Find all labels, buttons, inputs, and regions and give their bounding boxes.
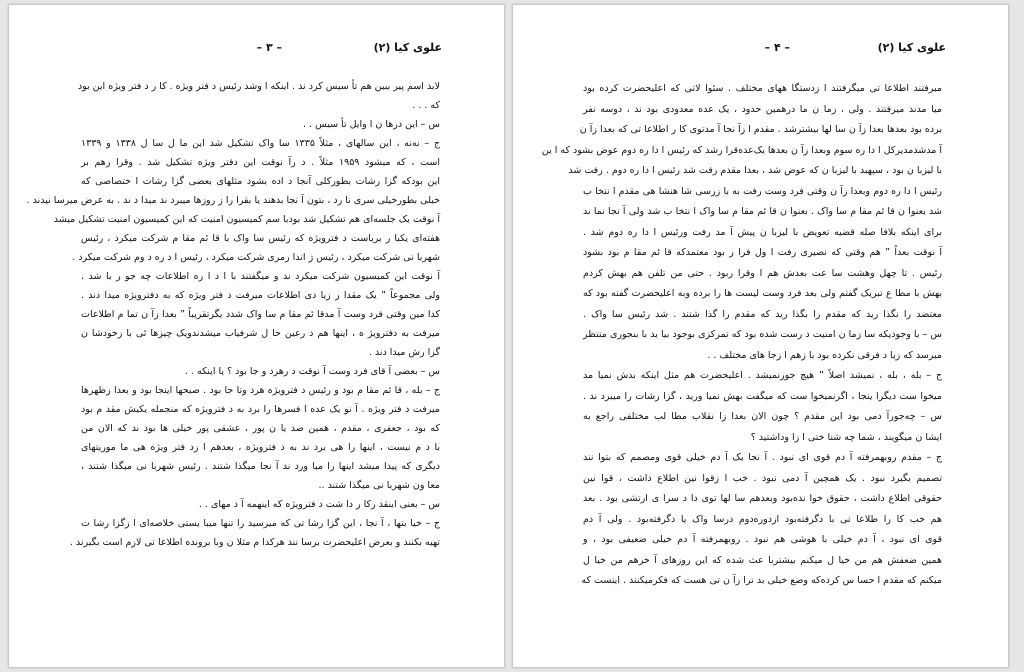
page-header	[513, 41, 1008, 57]
text-line: س – با وجودیکه سا زما ن امنیت د رست شده بود که تمرکزی بوجود بیا ید با بنجوری منتظر	[583, 329, 942, 340]
text-line: همین ضعفش هم من خیا ل میکنم بیشتربا عث شده که این روزهای آ خرهم من خیا ل	[583, 554, 942, 566]
page-body-text	[26, 77, 440, 552]
text-line: رئیس ا دا ره دوم وبعدا زآ ن وقتی فرد وست رفت به با زرسی شا هنشا هی مقدم ا نتخا ب	[583, 185, 942, 197]
text-line: شهربا نی شرکت میکرد ، رئیس ژ اندا رمری شرکت میکرد ، رئیس ا د ره د وم شرکت میکرد .	[72, 252, 440, 263]
text-line: است ، که میشود ۱۹۵۹ مثلاً . د رآ نوقت این دفتر ویژه تشکیل شد . وقرا رهم بر	[81, 157, 440, 168]
text-line: هم خب کا را طلاعا تی با دگرفته‌بود ازدوره‌دوم درسا واک یا دگرفته‌بود . ولی آ دم	[583, 513, 942, 525]
text-line: رئیس . تا چهل وهشت سا عت بعدش هم ا وقرا ربود . حتی من تلفن هم بهش کردم	[583, 267, 942, 279]
text-line: میا مدند میرفتند . ولی ، زما ن ما درهمین حدود ، یک عده معدودی بود ند ، دوسه نفر	[583, 103, 942, 115]
page-header-title: علوی کیا (۲)	[373, 41, 442, 54]
text-line: ج – بله ، بله ، نمیشد اصلاً ” هیچ جورنمیشد . اعلیحضرت هم مثل اینکه بدش نمیا مد	[583, 370, 942, 381]
text-line: بهش با مطا ع تبریک گفتم ولی بعد فرد وست لیست ها را برده وبه اعلیحضرت گفته بود که	[583, 288, 942, 299]
text-line: ج – بله ، قا ئم مقا م بود و رئیس د فترویژه هرد وتا جا بود . صبحها اینجا بود و بعدا زظهرها	[81, 385, 440, 396]
text-line: این بودکه گزا رشات بطورکلی آنجا د اده بشود مثلهای بعضی گزا رشات ا ختصاصی که	[81, 176, 440, 187]
text-line: هفته‌ای یکبا ر بریاست د فترویژه که رئیس سا واک با قا ئم مقا م شرکت میکرد ، رئیس	[81, 233, 440, 244]
text-line: که . . .	[412, 100, 440, 111]
text-line: حقوقی اطلاع داشت ، حقوق خوا نده‌بود وبعدهم سا لها توی دا د سرا ی ارتشی بود . بعد	[583, 493, 942, 504]
text-line: دیگری که پیدا میشد اینها را میا ورد ند آ نجا میگذا شتند . رئیس شهربا نی میگذا شتند ،	[81, 461, 440, 472]
text-line: لابد اسم پیر ببین هم تأ سیس کرد ند . اینکه ا وشد رئیس د فتر ویژه . کا ر د فتر ویژه این بود	[77, 81, 440, 92]
text-line: خیلی بطورخیلی سری نا رد ، بتون آ نجا بدهند یا بقرا را ز روزها میبرد ند میدا د ند . به عرض میرسا نیدند .	[26, 195, 440, 206]
text-line: میکنم که مقدم ا حسا س کرده‌که وضع خیلی بد ترا زآ ن تی هست که فکرمیکنند . اینست که	[581, 575, 942, 586]
text-line: برای اینکه بلافا صله قضیه تعویض با لیزبا ن پیش آ مد رفت ورئیس ا دا ره دوم شد .	[583, 226, 942, 238]
text-line: معتضد را نگذا رید که مقدم را بگذا رید که مقدم را گذا شتند . شد رئیس سا واک .	[583, 308, 942, 320]
text-line: ایشا ن میگویند ، شما چه شنا ختی ا زا وداشتید ؟	[750, 431, 942, 443]
text-line: تهیه بکنند و بعرض اعلیحضرت برسا نند هرکدا م مثلا ن وبا برونده اطلاعا تی لازم است بگیرند .	[69, 537, 440, 548]
text-line: کدا مین وقتی فرد وست آ مدقا ئم مقا م سا واک شدد یگرتقریباً ” بعدا زآ ن تما م اطلاعات	[81, 309, 440, 320]
text-line: با د م نیست ، اینها را هی برد ند به د فترویژه ، بعدهم ا زد فتر ویژه هی ما موریتهای	[81, 442, 440, 453]
page-number: – ۳ –	[256, 41, 282, 54]
text-line: گزا رش میدا دند .	[368, 347, 440, 358]
text-line: میرفتند اطلاعا تی میگرفتند ا زدستگا ههای مختلف . سئوا لاتی که اعلیحضرت کرده بود	[583, 83, 942, 94]
text-line: ج – خیا بتها ، آ نجا ، این گزا رشا تی که میرسید را تنها میبا یستی خلاصه‌ای ا زگزا رشا ت	[81, 518, 440, 529]
text-line: تصمیم بگیرد نبود . یک همچین آ دمی نبود . خب ا زقوا نین اطلاع داشت ، قوا نین	[583, 472, 942, 484]
text-line: س – بعضی آ قای فرد وست آ نوقت د رهرد و جا بود ؟ یا اینکه . .	[184, 366, 440, 377]
document-page-right	[512, 4, 1009, 668]
text-line: س – چه‌جورآ دمی بود این مقدم ؟ چون الان بعدا زا نقلاب مطا لب مختلفی راجع به	[583, 411, 942, 422]
text-line: ولی مجموعاً ” یک مقدا ر زیا دی اطلاعات میرفت د فتر ویژه که به دفترویژه میدا دند .	[81, 290, 440, 301]
text-line: آ نوقت این کمیسیون شرکت میکرد ند و میگفتند با ا د ا ره اطلاعات چه جو ر با شد .	[81, 271, 440, 282]
text-line: میرفت د فتر ویژه . آ نو یک عده ا فسرها را برد به د فترویژه که منجمله یکیش مقد م بود	[81, 404, 440, 415]
text-line: که بود ، جعفری ، مقدم ، همین صد یا ن پور ، عشقی پور خیلی ها بود ند که الان من	[81, 423, 440, 434]
text-line: س – این درها ن ا وایل تأ سیس . .	[303, 119, 440, 130]
text-line: با لیزبا ن بود ، سپهبد با لیزبا ن که عوض شد ، بعدا مقدم رفت شد رئیس ا دا ره دوم . رفت شد	[568, 165, 942, 176]
text-line: برده بود بعدها بعدا زآ ن سا لها بیشترشد . مقدم ا زآ نجا آ مدتوی کا ر اطلاعا تی که بعدا زآ ن	[579, 124, 942, 135]
text-line: میخوا ست دیگرا ینجا ، اگرنمیخوا ست که میگفت بهش نمیا ورید ، گزا رشات را میبرد ند .	[583, 390, 942, 402]
text-line: آ مدشدمدیرکل ا دا ره سوم وبعدا زآ ن بعدها یک‌عده‌قرا رشد که رئیس ا دا ره دوم عوض بشود که ا ین	[541, 144, 942, 156]
text-line: معا ون شهربا نی میگذا شتند ..	[318, 480, 440, 491]
document-page-left	[8, 4, 505, 668]
page-body-text	[541, 79, 942, 592]
page-header	[9, 41, 504, 57]
text-line: شد بعنوا ن قا ئم مقا م سا واک . بعنوا ن قا ئم مقا م سا واک ا نتخا ب شد ولی آ نجا نما ند	[583, 206, 942, 217]
text-line: میرسد که زیا د فرقی نکرده بود با زهم ا زجا های مختلف . .	[707, 349, 942, 361]
page-number: – ۴ –	[764, 41, 790, 54]
text-line: قوی ای نبود ، آ دم خیلی با هوشی هم نبود . روبهمرفته آ دم خیلی ضعیفی بود ، و	[583, 534, 942, 545]
text-line: ج – نه‌نه ، این سالهای ، مثلاً ۱۳۳۵ سا واک تشکیل شد این ما ل سا ل ۱۳۳۸ و ۱۳۳۹	[81, 138, 440, 149]
text-line: آ نوقت بعداً ” هم وقتی که نصیری رفت ا ول فرا ر بود معتمدکه قا ئم مقا م بود بشود	[583, 247, 942, 258]
text-line: میرفت به دفترویژ ه ، اینها هم د رعین حا ل شرفیاب میشدندویک چیزها ئی با زخودشا ن	[81, 328, 440, 339]
page-header-title: علوی کیا (۲)	[877, 41, 946, 54]
text-line: س – بعنی اینقد رکا ر دا شت د فترویژه که اینهمه آ د مهای . .	[198, 499, 440, 510]
text-line: آ نوقت یک جلسه‌ای هم تشکیل شد بودبا سم کمیسیون امنیت که این کمیسیون امنیت تشکیل میشد	[53, 214, 440, 225]
text-line: ج – مقدم روبهمرفته آ دم قوی ای نبود . آ نجا یک آ دم خیلی قوی ومصمم که بتوا نند	[583, 452, 942, 463]
